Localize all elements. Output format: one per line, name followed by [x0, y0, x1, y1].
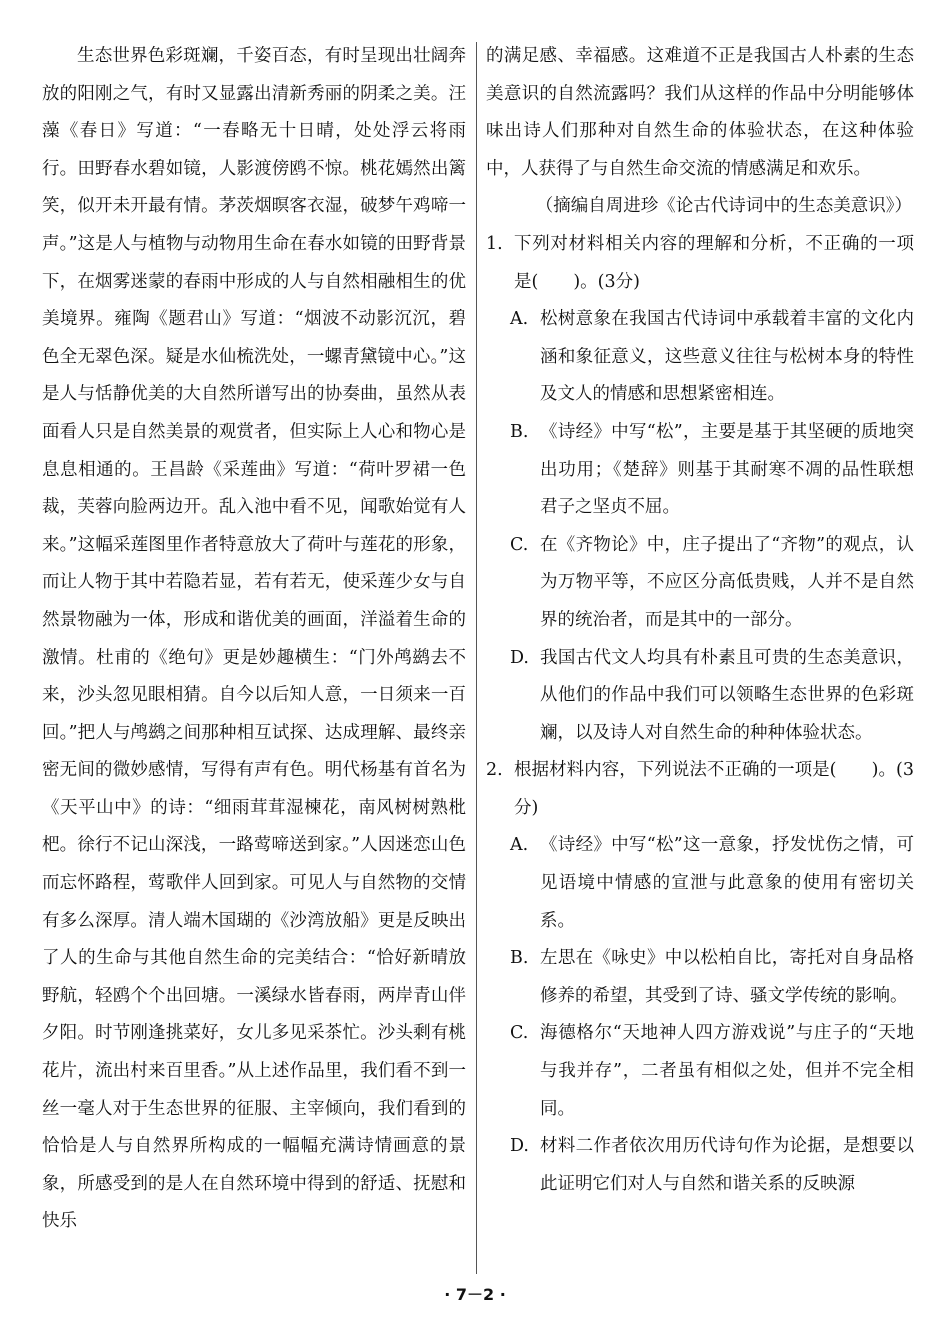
option-c: [486, 527, 914, 640]
option-text: 《诗经》中写“松”，主要是基于其坚硬的质地突出功用；《楚辞》则基于其耐寒不凋的品性联想君子之坚贞不屈。: [540, 421, 914, 518]
option-d: [486, 1128, 914, 1203]
essay-continuation: 的满足感、幸福感。这难道不正是我国古人朴素的生态美意识的自然流露吗？我们从这样的作品中分明能够体味出诗人们那种对自然生命的体验状态，在这种体验中，人获得了与自然生命交流的情感满足和欢乐。: [486, 46, 914, 179]
option-label: B.: [510, 948, 529, 969]
option-label: D.: [510, 647, 529, 668]
essay-paragraph: 生态世界色彩斑斓，千姿百态，有时呈现出壮阔奔放的阳刚之气，有时又显露出清新秀丽的阴柔之美。汪藻《春日》写道：“一春略无十日晴，处处浮云将雨行。田野春水碧如镜，人影渡傍鸥不惊。桃花嫣然出篱笑，似开未开最有情。茅茨烟暝客衣湿，破梦午鸡啼一声。”这是人与植物与动物用生命在春水如镜的田野背景下，在烟雾迷蒙的春雨中形成的人与自然相融相生的优美境界。雍陶《题君山》写道：“烟波不动影沉沉，碧色全无翠色深。疑是水仙梳洗处，一螺青黛镜中心。”这是人与恬静优美的大自然所谱写出的协奏曲，虽然从表面看人只是自然美景的观赏者，但实际上人心和物心是息息相通的。王昌龄《采莲曲》写道：“荷叶罗裙一色裁，芙蓉向脸两边开。乱入池中看不见，闻歌始觉有人来。”这幅采莲图里作者特意放大了荷叶与莲花的形象，而让人物于其中若隐若显，若有若无，使采莲少女与自然景物融为一体，形成和谐优美的画面，洋溢着生命的激情。杜甫的《绝句》更是妙趣横生：“门外鸬鹚去不来，沙头忽见眼相猜。自今以后知人意，一日须来一百回。”把人与鸬鹚之间那种相互试探、达成理解、最终亲密无间的微妙感情，写得有声有色。明代杨基有首名为《天平山中》的诗：“细雨茸茸湿楝花，南风树树熟枇杷。徐行不记山深浅，一路莺啼送到家。”人因迷恋山色而忘怀路程，莺歌伴人回到家。可见人与自然物的交情有多么深厚。清人端木国瑚的《沙湾放船》更是反映出了人的生命与其他自然生命的完美结合：“恰好新晴放野航，轻鸥个个出回塘。一溪绿水皆春雨，两岸青山伴夕阳。时节刚逢挑菜好，女儿多见采茶忙。沙头剩有桃花片，流出村来百里香。”从上述作品里，我们看不到一丝一毫人对于生态世界的征服、主宰倾向，我们看到的恰恰是人与自然界所构成的一幅幅充满诗情画意的景象，所感受到的是人在自然环境中得到的舒适、抚慰和快乐: [42, 46, 466, 1232]
option-text: 左思在《咏史》中以松柏自比，寄托对自身品格修养的希望，其受到了诗、骚文学传统的影响。: [540, 948, 914, 1006]
option-label: A.: [510, 309, 529, 330]
option-label: B.: [510, 421, 529, 442]
question-1: [486, 226, 914, 752]
source-citation: （摘编自周进珍《论古代诗词中的生态美意识》）: [535, 196, 912, 217]
question-number: 1.: [486, 233, 503, 254]
left-column: [42, 38, 466, 1241]
option-label: D.: [510, 1136, 529, 1157]
question-number: 2.: [486, 760, 503, 781]
option-b: [486, 414, 914, 527]
option-text: 我国古代文人均具有朴素且可贵的生态美意识，从他们的作品中我们可以领略生态世界的色彩斑斓，以及诗人对自然生命的种种体验状态。: [540, 647, 914, 743]
question-stem: [486, 226, 914, 301]
option-a: [486, 827, 914, 940]
option-label: C.: [510, 1023, 529, 1044]
option-text: 材料二作者依次用历代诗句作为论据，是想要以此证明它们对人与自然和谐关系的反映源: [540, 1136, 914, 1194]
question-text: 根据材料内容，下列说法不正确的一项是( )。(3分): [514, 760, 914, 818]
option-d: [486, 640, 914, 753]
question-2: [486, 752, 914, 1203]
page-number: · 7－2 ·: [444, 1285, 506, 1304]
option-text: 松树意象在我国古代诗词中承载着丰富的文化内涵和象征意义，这些意义往往与松树本身的特性及文人的情感和思想紧密相连。: [540, 309, 914, 405]
option-text: 海德格尔“天地神人四方游戏说”与庄子的“天地与我并存”，二者虽有相似之处，但并不完全相同。: [540, 1023, 914, 1119]
option-label: A.: [510, 835, 529, 856]
option-b: [486, 940, 914, 1015]
option-c: [486, 1015, 914, 1128]
option-text: 《诗经》中写“松”这一意象，抒发忧伤之情，可见语境中情感的宣泄与此意象的使用有密切关系。: [540, 835, 914, 931]
option-a: [486, 301, 914, 414]
question-stem: [486, 752, 914, 827]
question-text: 下列对材料相关内容的理解和分析，不正确的一项是( )。(3分): [514, 233, 914, 292]
option-text: 在《齐物论》中，庄子提出了“齐物”的观点，认为万物平等，不应区分高低贵贱，人并不是自然界的统治者，而是其中的一部分。: [540, 534, 914, 630]
option-label: C.: [510, 534, 529, 555]
right-column: [486, 38, 914, 1203]
column-divider: [476, 42, 477, 1274]
